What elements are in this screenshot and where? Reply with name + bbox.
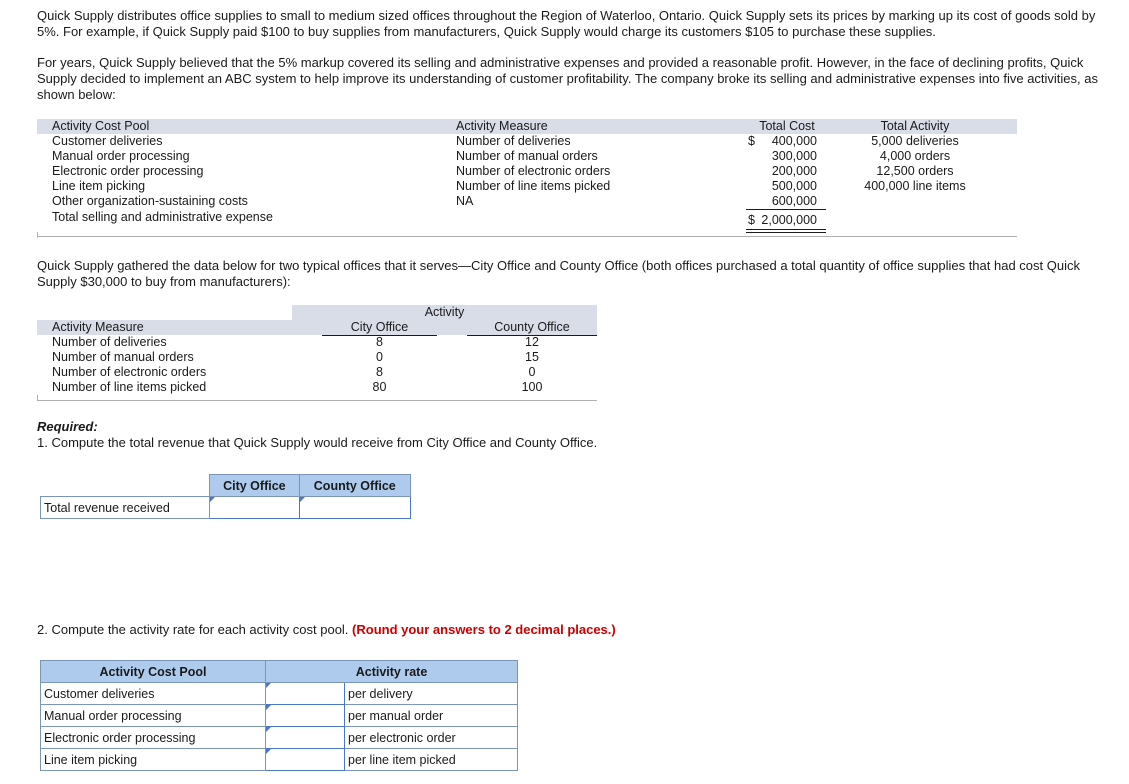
cost-line-item-picking: 500,000: [771, 179, 817, 193]
activity-customer-deliveries: 5,000 deliveries: [871, 134, 959, 148]
measure-electronic-orders: Number of electronic orders: [456, 164, 611, 178]
rate-manual-input[interactable]: [269, 706, 341, 725]
rate-electronic-cell[interactable]: [266, 727, 345, 749]
activity-electronic-order: 12,500 orders: [876, 164, 954, 178]
cost-other-costs: 600,000: [771, 194, 817, 208]
rate-unit-delivery: per delivery: [345, 683, 518, 705]
revenue-answer-table: [40, 474, 411, 519]
pool-line-item-picking: Line item picking: [52, 179, 146, 193]
header-activity-measure-2: Activity Measure: [52, 320, 144, 334]
city-revenue-input[interactable]: [213, 498, 295, 517]
question-2-text: 2. Compute the activity rate for each activity cost pool.: [37, 622, 353, 637]
city-electronic: 8: [376, 365, 383, 379]
city-revenue-cell[interactable]: [210, 497, 299, 519]
header-county-office: County Office: [494, 320, 570, 334]
currency-symbol: $: [748, 134, 755, 148]
office-measure-manual: Number of manual orders: [52, 350, 194, 364]
subtotal-rule: [746, 209, 826, 210]
measure-na: NA: [456, 194, 474, 208]
header-activity-cost-pool: Activity Cost Pool: [52, 119, 150, 133]
city-deliveries: 8: [376, 335, 383, 349]
activity-manual-order: 4,000 orders: [879, 149, 951, 163]
activity-group-header: Activity: [424, 305, 465, 319]
cost-manual-order: 300,000: [771, 149, 817, 163]
office-table-left-tick: [37, 395, 38, 401]
rate-header-rate: Activity rate: [266, 661, 518, 683]
question-2: [37, 622, 616, 638]
required-label: Required:: [37, 419, 98, 434]
activity-rate-table: [40, 660, 518, 771]
intro-paragraph-3: Quick Supply gathered the data below for two typical offices that it serves—City Office and County Office (both offices purchased a total quantity of office supplies that had cost Quick Supply $30,000 to buy from manufacturers):: [37, 258, 1080, 289]
county-deliveries: 12: [525, 335, 539, 349]
header-total-activity: Total Activity: [880, 119, 950, 133]
pool-customer-deliveries: Customer deliveries: [52, 134, 163, 148]
total-label: Total selling and administrative expense: [52, 210, 273, 224]
rate-header-pool: Activity Cost Pool: [41, 661, 266, 683]
required-section: [37, 419, 597, 451]
measure-deliveries: Number of deliveries: [456, 134, 571, 148]
office-measure-line-items: Number of line items picked: [52, 380, 207, 394]
pool-electronic-order: Electronic order processing: [52, 164, 204, 178]
office-measure-deliveries: Number of deliveries: [52, 335, 167, 349]
pool-other-costs: Other organization-sustaining costs: [52, 194, 248, 208]
county-revenue-input[interactable]: [303, 498, 407, 517]
cost-electronic-order: 200,000: [771, 164, 817, 178]
rate-pool-electronic: Electronic order processing: [41, 727, 266, 749]
rate-deliveries-cell[interactable]: [266, 683, 345, 705]
rate-unit-electronic: per electronic order: [345, 727, 518, 749]
city-line-items: 80: [372, 380, 387, 394]
header-city-office: City Office: [350, 320, 409, 334]
corner-blank: [41, 475, 210, 497]
header-activity-measure: Activity Measure: [456, 119, 548, 133]
county-revenue-cell[interactable]: [299, 497, 410, 519]
activity-line-item-picking: 400,000 line items: [864, 179, 966, 193]
county-manual: 15: [525, 350, 539, 364]
table-left-tick: [37, 232, 38, 238]
rate-pool-line-items: Line item picking: [41, 749, 266, 771]
rate-line-items-cell[interactable]: [266, 749, 345, 771]
rate-line-items-input[interactable]: [269, 750, 341, 769]
total-double-rule: [746, 229, 826, 233]
intro-paragraph-2: For years, Quick Supply believed that the 5% markup covered its selling and administrative expenses and provided a reasonable profit. However, in the face of declining profits, Quick Supply decided to implement an ABC system to help improve its understanding of customer profitability. The company broke its selling and administrative expenses into five activities, as shown below:: [37, 55, 1098, 102]
answer-header-county: County Office: [299, 475, 410, 497]
rate-pool-deliveries: Customer deliveries: [41, 683, 266, 705]
cost-customer-deliveries: 400,000: [771, 134, 817, 148]
office-table-bottom-border: [37, 400, 597, 401]
county-electronic: 0: [528, 365, 536, 379]
measure-line-items: Number of line items picked: [456, 179, 611, 193]
rate-pool-manual: Manual order processing: [41, 705, 266, 727]
intro-paragraph-1: Quick Supply distributes office supplies to small to medium sized offices throughout the Region of Waterloo, Ontario. Quick Supply sets its prices by marking up its cost of goods sold by 5%. For example, if Quick Supply paid $100 to buy supplies from manufacturers, Quick Supply would charge its customers $105 to purchase these supplies.: [37, 8, 1096, 39]
total-currency: $: [748, 213, 755, 227]
measure-manual-orders: Number of manual orders: [456, 149, 598, 163]
table-bottom-border: [37, 236, 1017, 237]
question-1: 1. Compute the total revenue that Quick Supply would receive from City Office and County Office.: [37, 435, 598, 450]
rounding-note: (Round your answers to 2 decimal places.): [352, 622, 616, 637]
rate-electronic-input[interactable]: [269, 728, 341, 747]
total-cost: 2,000,000: [761, 213, 817, 227]
answer-header-city: City Office: [210, 475, 299, 497]
rate-deliveries-input[interactable]: [269, 684, 341, 703]
header-total-cost: Total Cost: [759, 119, 815, 133]
rate-unit-manual: per manual order: [345, 705, 518, 727]
office-activity-table: [37, 305, 597, 401]
pool-manual-order: Manual order processing: [52, 149, 190, 163]
revenue-row-label: Total revenue received: [41, 497, 210, 519]
county-line-items: 100: [521, 380, 543, 394]
city-manual: 0: [376, 350, 383, 364]
office-measure-electronic: Number of electronic orders: [52, 365, 207, 379]
rate-manual-cell[interactable]: [266, 705, 345, 727]
rate-unit-line-item: per line item picked: [345, 749, 518, 771]
